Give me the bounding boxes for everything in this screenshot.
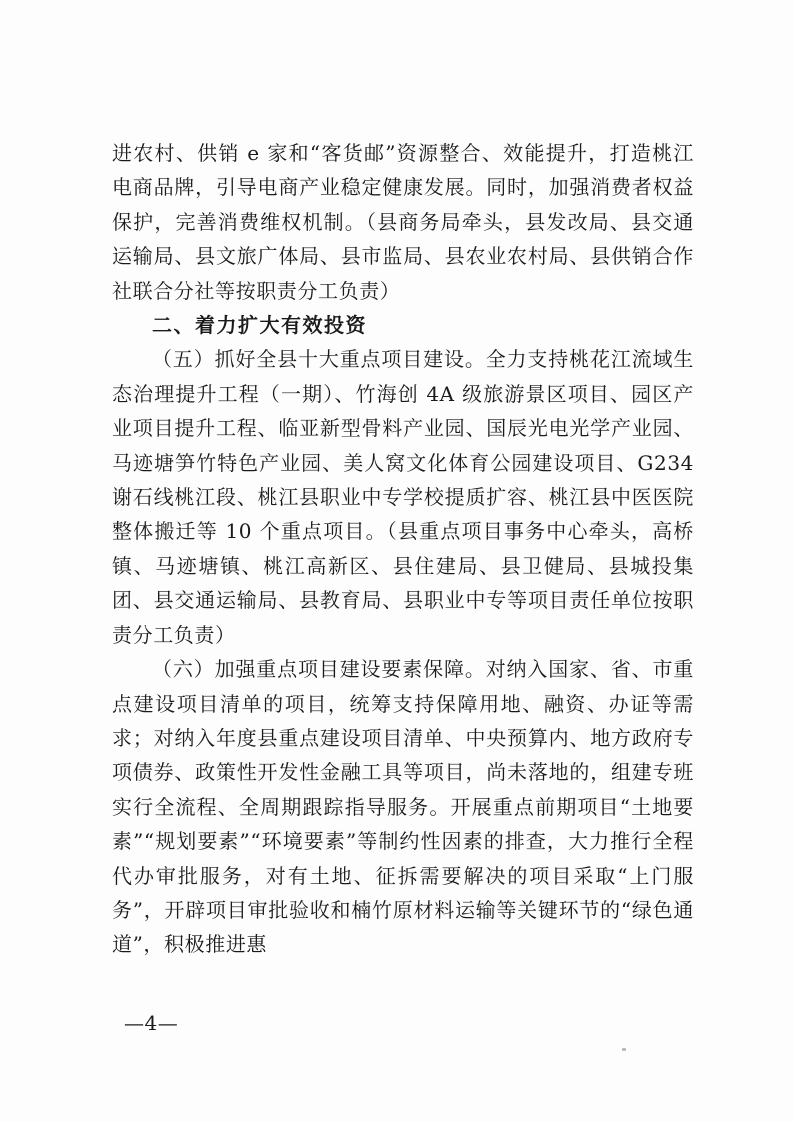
paragraph-item-6: （六）加强重点项目建设要素保障。对纳入国家、省、市重点建设项目清单的项目，统筹支持保障用地、融资、办证等需求；对纳入年度县重点建设项目清单、中央预算内、地方政府专项债券、政策性开发性金融工具等项目，尚未落地的，组建专班实行全流程、全周期跟踪指导服务。开展重点前期项目“土地要素”“规划要素”“环境要素”等制约性因素的排查，大力推行全程代办审批服务，对有土地、征拆需要解决的项目采取“上门服务”，开辟项目审批验收和楠竹原材料运输等关键环节的“绿色通道”，积极推进惠 — [112, 657, 694, 957]
scan-speck — [622, 1048, 626, 1051]
document-body — [112, 136, 694, 962]
page-number: —4— — [124, 1011, 179, 1035]
paragraph-item-5: （五）抓好全县十大重点项目建设。全力支持桃花江流域生态治理提升工程（一期）、竹海创 4A 级旅游景区项目、园区产业项目提升工程、临亚新型骨料产业园、国辰光电光学产业园、马迹塘笋竹特色产业园、美人窝文化体育公园建设项目、G234 谢石线桃江段、桃江县职业中专学校提质扩容、桃江县中医医院整体搬迁等 10 个重点项目。（县重点项目事务中心牵头，高桥镇、马迹塘镇、桃江高新区、县住建局、县卫健局、县城投集团、县交通运输局、县教育局、县职业中专等项目责任单位按职责分工负责） — [112, 347, 694, 647]
section-heading: 二、着力扩大有效投资 — [152, 313, 367, 338]
paragraph-continuation: 进农村、供销 e 家和“客货邮”资源整合、效能提升，打造桃江电商品牌，引导电商产业稳定健康发展。同时，加强消费者权益保护，完善消费维权机制。（县商务局牵头，县发改局、县交通运输局、县文旅广体局、县市监局、县农业农村局、县供销合作社联合分社等按职责分工负责） — [112, 141, 694, 303]
